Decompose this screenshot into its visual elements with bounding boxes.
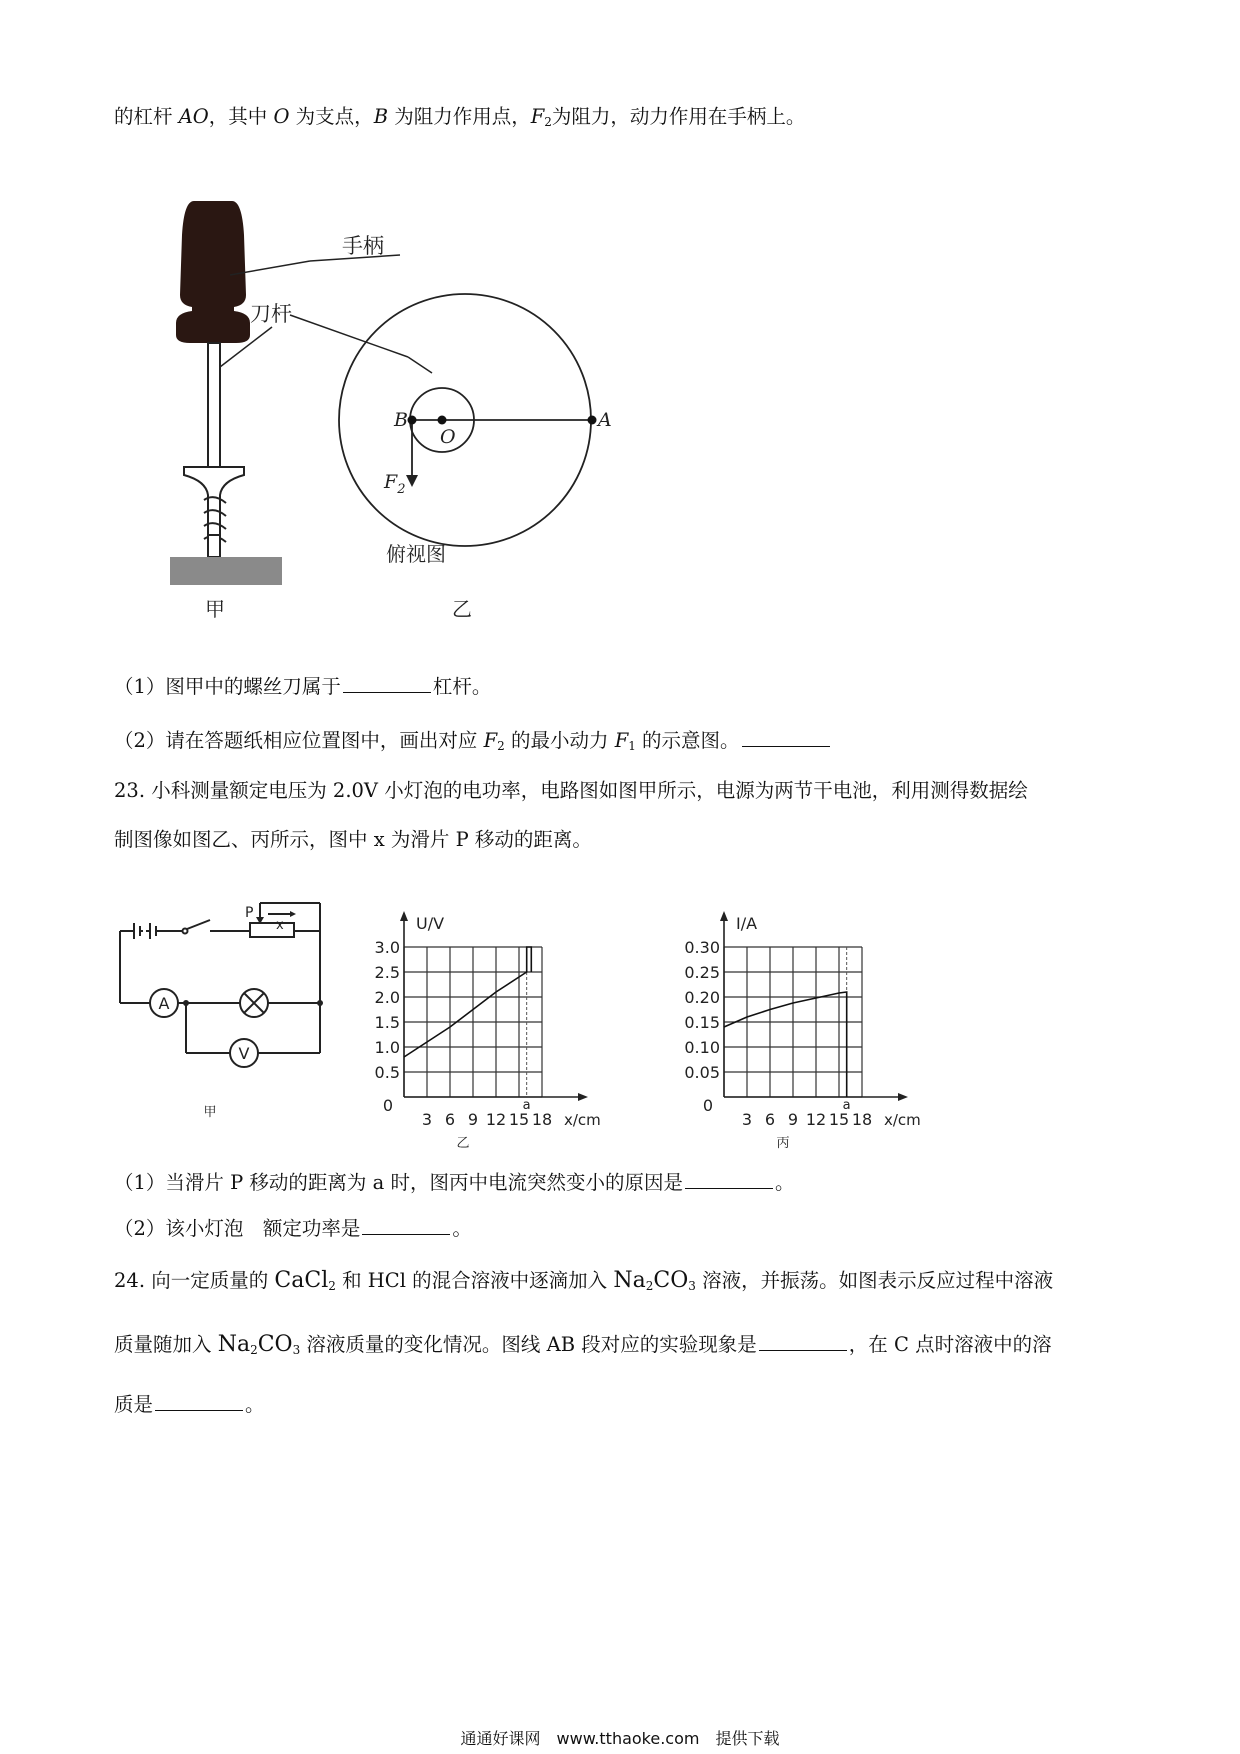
circuit-caption: 甲 <box>203 1105 217 1120</box>
text-run: （1）图甲中的螺丝刀属于 <box>114 675 341 698</box>
var-F: F <box>483 729 498 752</box>
data-series-line <box>404 947 531 1057</box>
y-tick-label: 0.20 <box>684 988 720 1007</box>
screw-head <box>184 467 244 540</box>
text-run: 24. 向一定质量的 <box>114 1269 275 1292</box>
y-tick-label: 0.25 <box>684 963 720 982</box>
answer-blank[interactable] <box>685 1170 773 1189</box>
answer-blank[interactable] <box>362 1216 450 1235</box>
text-run: 的最小动力 <box>504 729 615 752</box>
text-run: 为阻力作用点， <box>388 105 531 128</box>
formula-CaCl2: CaCl <box>274 1268 329 1293</box>
answer-blank[interactable] <box>155 1392 243 1411</box>
text-run: 溶液，并振荡。如图表示反应过程中溶液 <box>695 1269 1054 1292</box>
y-axis-label: U/V <box>416 914 445 933</box>
text-run: 为阻力，动力作用在手柄上。 <box>551 105 806 128</box>
x-tick-label: 6 <box>444 1110 456 1129</box>
y-axis-arrow <box>720 911 728 921</box>
x-tick-label: 12 <box>485 1110 507 1129</box>
y-tick-label: 3.0 <box>374 938 400 957</box>
ground-surface <box>170 557 282 585</box>
point-B-label: B <box>394 409 408 431</box>
x-tick-label: 6 <box>764 1110 776 1129</box>
circuit-label-P: P <box>245 905 254 921</box>
y-tick-label: 0.05 <box>684 1063 720 1082</box>
text-run: 杠杆。 <box>432 675 492 698</box>
text-run: ，其中 <box>208 105 274 128</box>
formula-part: CO <box>257 1332 293 1357</box>
var-O: O <box>273 105 290 128</box>
chart-caption: 丙 <box>776 1136 790 1150</box>
formula-sub: 2 <box>328 1279 336 1293</box>
var-B: B <box>373 105 389 128</box>
caption-jia: 甲 <box>205 597 225 621</box>
x-axis-label: x/cm <box>884 1111 921 1129</box>
y-tick-label: 1.0 <box>374 1038 400 1057</box>
var-AO: AO <box>178 105 209 128</box>
text-run: 的杠杆 <box>114 105 179 128</box>
point-O-label: O <box>440 426 456 448</box>
text-run: 。 <box>245 1393 265 1416</box>
screw-shaft <box>208 535 220 557</box>
x-axis-label: x/cm <box>564 1111 601 1129</box>
x-tick-label: 12 <box>805 1110 827 1129</box>
y-tick-label: 0.10 <box>684 1038 720 1057</box>
data-series-line <box>724 992 847 1097</box>
screwdriver-figure <box>160 195 660 635</box>
y-tick-label: 0.30 <box>684 938 720 957</box>
x-axis-arrow <box>578 1093 588 1101</box>
formula-sub: 2 <box>250 1343 258 1357</box>
x-axis-arrow <box>898 1093 908 1101</box>
marker-label-a: a <box>522 1098 531 1113</box>
chart-caption: 乙 <box>456 1136 470 1150</box>
voltmeter-label: V <box>238 1044 250 1063</box>
force-label: $F_2$ <box>384 471 406 497</box>
formula-sub: 3 <box>292 1343 301 1357</box>
answer-blank[interactable] <box>343 674 431 693</box>
y-tick-label: 1.5 <box>374 1013 400 1032</box>
text-run: 为支点， <box>289 105 374 128</box>
origin-label: 0 <box>702 1096 714 1115</box>
chart-grid <box>724 947 862 1097</box>
point-O-dot <box>438 416 447 425</box>
var-F: F <box>530 105 545 128</box>
q22-part2 <box>114 726 832 756</box>
q23-line1: 23. 小科测量额定电压为 2.0V 小灯泡的电功率，电路图如图甲所示，电源为两节干电池，利用测得数据绘 <box>114 779 1028 802</box>
chart-voltage <box>362 875 662 1150</box>
text-run: （2）请在答题纸相应位置图中，画出对应 <box>114 729 484 752</box>
var-F1-sub: 1 <box>628 739 636 753</box>
formula-Na2CO3: Na <box>613 1268 646 1293</box>
y-tick-label: 2.5 <box>374 963 400 982</box>
x-tick-label: 9 <box>787 1110 799 1129</box>
var-F1: F <box>614 729 629 752</box>
q23-line2: 制图像如图乙、丙所示，图中 x 为滑片 P 移动的距离。 <box>114 828 592 851</box>
circuit-diagram <box>110 895 350 1120</box>
point-B-dot <box>408 416 417 425</box>
intro-text <box>114 102 805 132</box>
x-tick-label: 3 <box>741 1110 753 1129</box>
q24-line2 <box>114 1330 1052 1360</box>
text-run: 的示意图。 <box>635 729 740 752</box>
answer-blank[interactable] <box>742 728 830 747</box>
point-A-dot <box>588 416 597 425</box>
q24-line1 <box>114 1266 1053 1296</box>
handle-shape <box>176 201 250 343</box>
x-tick-label: 9 <box>467 1110 479 1129</box>
page-footer: 通通好课网 www.tthaoke.com 提供下载 <box>460 1729 780 1748</box>
point-A-label: A <box>598 409 612 431</box>
text-run: （1）当滑片 P 移动的距离为 a 时，图丙中电流突然变小的原因是 <box>114 1171 683 1194</box>
x-tick-label: 18 <box>531 1110 553 1129</box>
q22-part1 <box>114 672 491 702</box>
origin-label: 0 <box>382 1096 394 1115</box>
var-F-sub: 2 <box>497 739 505 753</box>
q23-part2 <box>114 1214 472 1244</box>
y-tick-label: 2.0 <box>374 988 400 1007</box>
text-run: 质量随加入 <box>114 1333 218 1356</box>
formula-sub: 3 <box>688 1279 696 1293</box>
text-run: ，在 C 点时溶液中的溶 <box>848 1333 1052 1356</box>
x-tick-label: 15 <box>508 1110 530 1129</box>
formula-sub: 2 <box>645 1279 654 1293</box>
x-tick-label: 15 <box>828 1110 850 1129</box>
x-tick-label: 3 <box>421 1110 433 1129</box>
caption-yi: 乙 <box>452 597 472 621</box>
ammeter-label: A <box>158 994 170 1013</box>
formula-part: CO <box>653 1268 689 1293</box>
text-run: （2）该小灯泡 额定功率是 <box>114 1217 361 1240</box>
x-tick-label: 18 <box>851 1110 873 1129</box>
y-tick-label: 0.5 <box>374 1063 400 1082</box>
text-run: 。 <box>452 1217 472 1240</box>
formula-Na2CO3: Na <box>217 1332 251 1357</box>
chart-current <box>672 875 982 1150</box>
circuit-label-x: x <box>276 918 284 933</box>
chart-grid <box>404 947 542 1097</box>
text-run: 和 HCl 的混合溶液中逐滴加入 <box>335 1269 614 1292</box>
marker-label-a: a <box>842 1098 851 1113</box>
force-arrowhead <box>406 475 418 487</box>
q24-line3 <box>114 1390 265 1420</box>
y-axis-arrow <box>400 911 408 921</box>
text-run: 质是 <box>114 1393 154 1416</box>
y-axis-label: I/A <box>736 914 758 933</box>
handle-label: 手柄 <box>342 234 384 258</box>
q23-part1 <box>114 1168 794 1198</box>
text-run: 。 <box>774 1171 795 1194</box>
y-tick-label: 0.15 <box>684 1013 720 1032</box>
var-F-sub: 2 <box>544 115 552 129</box>
topview-label: 俯视图 <box>386 542 446 566</box>
text-run: 溶液质量的变化情况。图线 AB 段对应的实验现象是 <box>300 1333 757 1356</box>
answer-blank[interactable] <box>759 1332 847 1351</box>
rod-label: 刀杆 <box>250 302 292 326</box>
